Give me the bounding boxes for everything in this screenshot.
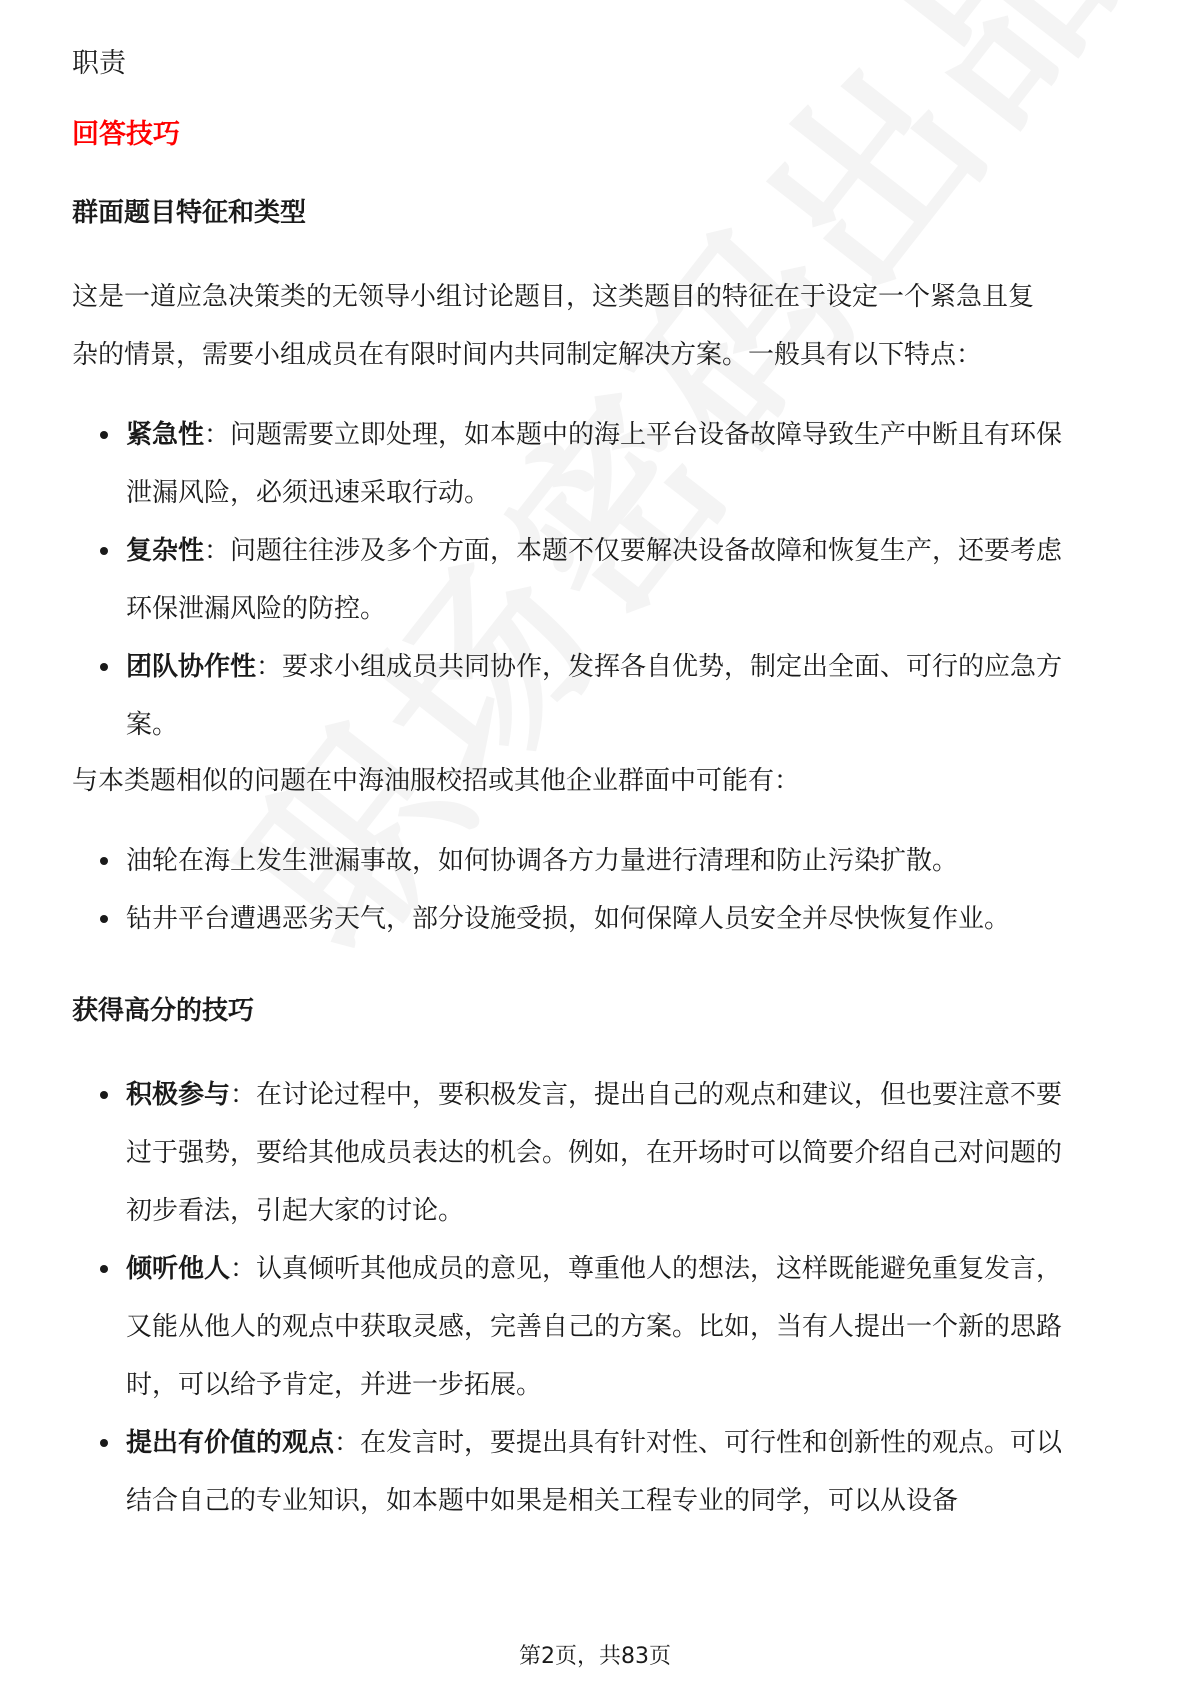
similar-list	[72, 832, 1122, 948]
tip-text: ：在讨论过程中，要积极发言，提出自己的观点和建议，但也要注意不要过于强势，要给其他成员表达的机会。例如，在开场时可以简要介绍自己对问题的初步看法，引起大家的讨论。	[126, 1080, 1063, 1226]
similar-intro: 与本类题相似的问题在中海油服校招或其他企业群面中可能有：	[72, 766, 801, 796]
list-item	[72, 890, 1122, 948]
list-item	[72, 1240, 1072, 1414]
feature-list	[72, 406, 1072, 754]
tip-term: 倾听他人	[126, 1254, 231, 1284]
section-title: 回答技巧	[72, 119, 180, 150]
intro-paragraph: 这是一道应急决策类的无领导小组讨论题目，这类题目的特征在于设定一个紧急且复杂的情景，需要小组成员在有限时间内共同制定解决方案。一般具有以下特点：	[72, 282, 1035, 370]
subsection-title-features: 群面题目特征和类型	[72, 198, 307, 228]
tips-list	[72, 1066, 1072, 1530]
list-item	[72, 1066, 1072, 1240]
feature-term: 团队协作性	[126, 652, 257, 682]
similar-item-text: 油轮在海上发生泄漏事故，如何协调各方力量进行清理和防止污染扩散。	[126, 846, 959, 876]
tip-text: ：在发言时，要提出具有针对性、可行性和创新性的观点。可以结合自己的专业知识，如本题中如果是相关工程专业的同学，可以从设备	[126, 1428, 1063, 1516]
bullet-dot-icon	[100, 1091, 108, 1099]
bullet-dot-icon	[100, 663, 108, 671]
list-item	[72, 406, 1072, 522]
subsection-title-tips: 获得高分的技巧	[72, 996, 255, 1026]
list-item	[72, 638, 1072, 754]
tip-text: ：认真倾听其他成员的意见，尊重他人的想法，这样既能避免重复发言，又能从他人的观点中获取灵感，完善自己的方案。比如，当有人提出一个新的思路时，可以给予肯定，并进一步拓展。	[126, 1254, 1063, 1400]
list-item	[72, 832, 1122, 890]
top-fragment: 职责	[72, 48, 126, 79]
feature-text: ：要求小组成员共同协作，发挥各自优势，制定出全面、可行的应急方案。	[126, 652, 1063, 740]
bullet-dot-icon	[100, 547, 108, 555]
feature-term: 紧急性	[126, 420, 205, 450]
page-number: 第2页，共83页	[519, 1644, 671, 1669]
bullet-dot-icon	[100, 1439, 108, 1447]
tip-term: 积极参与	[126, 1080, 231, 1110]
list-item	[72, 522, 1072, 638]
bullet-dot-icon	[100, 431, 108, 439]
tip-term: 提出有价值的观点	[126, 1428, 335, 1458]
feature-text: ：问题需要立即处理，如本题中的海上平台设备故障导致生产中断且有环保泄漏风险，必须迅速采取行动。	[126, 420, 1063, 508]
similar-item-text: 钻井平台遭遇恶劣天气，部分设施受损，如何保障人员安全并尽快恢复作业。	[126, 904, 1011, 934]
feature-text: ：问题往往涉及多个方面，本题不仅要解决设备故障和恢复生产，还要考虑环保泄漏风险的防控。	[126, 536, 1063, 624]
feature-term: 复杂性	[126, 536, 205, 566]
bullet-dot-icon	[100, 1265, 108, 1273]
list-item	[72, 1414, 1072, 1530]
bullet-dot-icon	[100, 915, 108, 923]
bullet-dot-icon	[100, 857, 108, 865]
